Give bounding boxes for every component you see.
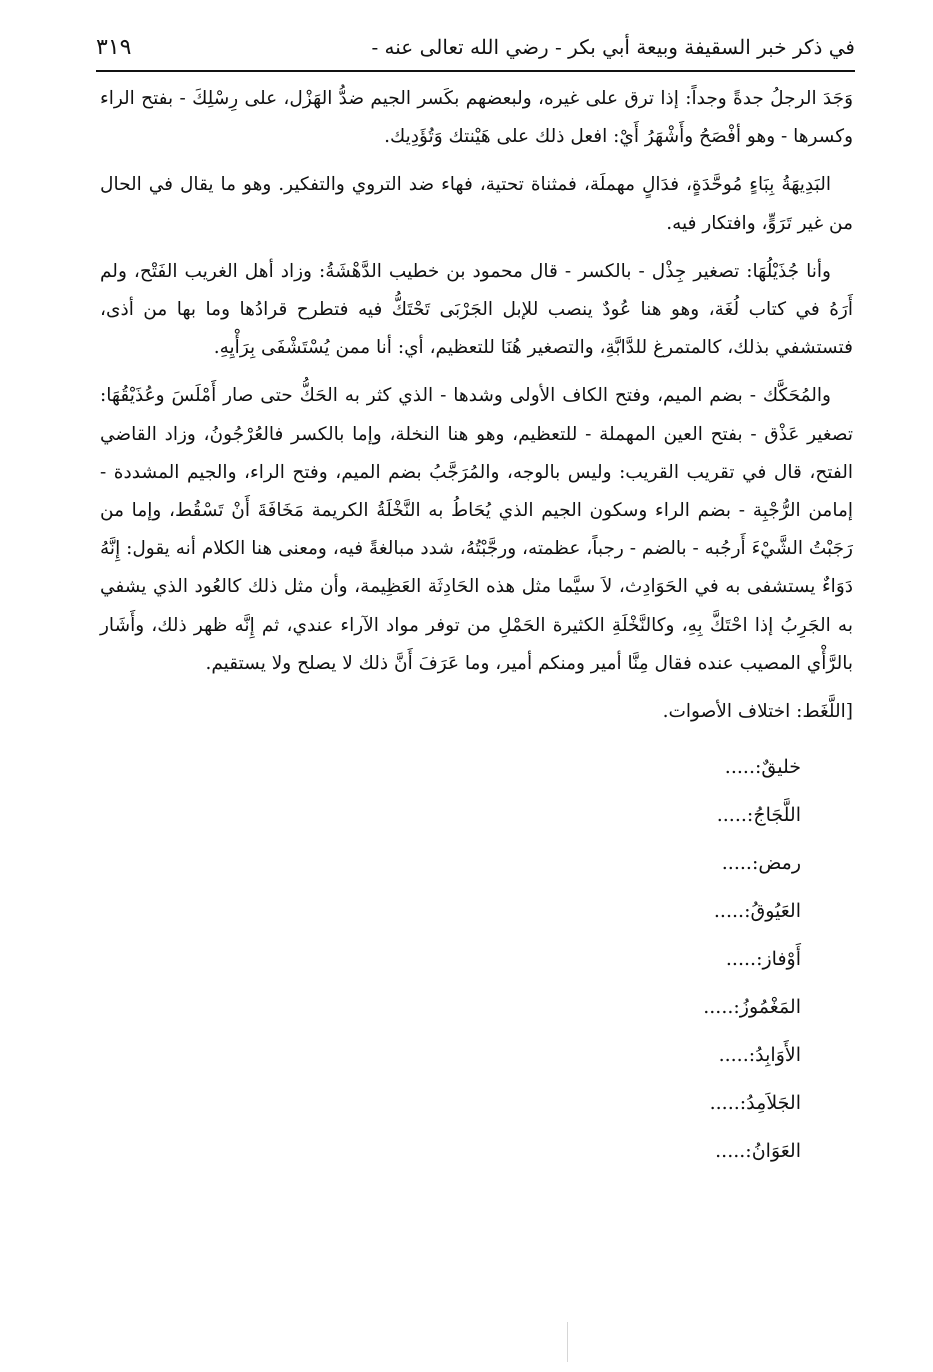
glossary-list	[100, 743, 853, 1175]
lafz-definition: [اللَّغَط: اختلاف الأصوات.	[662, 701, 853, 723]
glossary-item: خليقٌ:.....	[724, 756, 801, 779]
glossary-item: اللَّجَاجُ:.....	[716, 804, 801, 827]
page-body	[100, 80, 853, 1175]
running-header	[96, 30, 855, 64]
header-title: في ذكر خبر السقيفة وبيعة أبي بكر - رضي الله تعالى عنه -	[371, 35, 855, 59]
glossary-item: أَوْفاز:.....	[725, 948, 801, 971]
glossary-item: المَغْمُوزُ:.....	[703, 996, 801, 1019]
glossary-item: العَيُوقُ:.....	[713, 900, 801, 923]
page-number: ٣١٩	[96, 34, 132, 60]
paragraph-muhakkak: والمُحَكَّك - بضم الميم، وفتح الكاف الأولى وشدها - الذي كثر به الحَكُّ حتى صار أَمْلَسَ وعُذَيْقُهَا: تصغير عَذْق - بفتح العين المهملة - للتعظيم، وهو هنا النخلة، وإما بالكسر فالعُرْجُونُ، وزاد القاضي الفتح، قال في تقريب القريب: وليس بالوجه، والمُرَجَّبُ بضم الميم، وفتح الراء، والجيم المشددة - إمامن الرُّجْبِة - بضم الراء وسكون الجيم الذي يُحَاطُ به النَّخْلَةُ الكريمة مَخَافَةَ أَنْ تَسْقُط، وإما من رَجَبْتُ الشَّيْءَ أَرجُبه - بالضم - رجباً، عظمته، ورجَّبْتُهُ، شدد مبالغةً فيه، ومعنى هنا الكلام أنه يقول: إِنَّهُ دَوَاءٌ يستشفى به في الحَوَادِث، لاَ سيَّما مثل هذه الحَادِثَة العَظِيمة، وأن مثل ذلك كالعُود الذي يشفي به الجَرِبُ إذا احْتَكَّ بِهِ، وكالنَّخْلَةِ الكثيرة الحَمْلِ من توفر مواد الآراء عندي، ثم إِنَّه ظهر ذلك، وأَشَار بالرَّأْي المصيب عنده فقال مِنَّا أمير ومنكم أمير، وما عَرَفَ أَنَّ ذلك لا يصلح ولا يستقيم.	[100, 385, 853, 674]
glossary-item: الأَوَابِدُ:.....	[718, 1044, 801, 1067]
paragraph-wajad: وَجَدَ الرجلُ جدةً وجداً: إذا ترق على غيره، ولبعضهم بكَسر الجيم ضدُّ الهَزْل، على رِسْلِكَ - بفتح الراء وكسرها - وهو أفْصَحُ وأَشْهَرُ أَيْ: افعل ذلك على هَيْنتك وَتُؤَدِيك.	[100, 88, 853, 148]
scan-gutter-mark	[567, 1322, 568, 1362]
paragraph-judhayl: وأنا جُذَيْلُهَا: تصغير جِذْل - بالكسر - قال محمود بن خطيب الدَّهْشَةُ: وزاد أهل الغريب الفَتْح، ولم أَرَهُ في كتاب لُغَة، وهو هنا عُودٌ ينصب للإبل الجَرْبَى تَحْتَكُّ فيه فتطرح قرادُها وما بها من أذى، فتستشفي بذلك، كالمتمرغ للدَّابَّةِ، والتصغير هُنَا للتعظيم، أي: أنا ممن يُسْتَشْفَى بِرَأْيِهِ.	[100, 260, 853, 359]
paragraph-badiha: البَدِيهَةُ بِبَاءٍ مُوحَّدَةٍ، فدَالٍ مهملَة، فمثناة تحتية، فهاء ضد التروي والتفكير. وهو ما يقال في الحال من غير تَرَوٍّ، وافتكار فيه.	[100, 174, 853, 234]
glossary-item: رمض:.....	[721, 852, 801, 875]
header-divider	[96, 70, 855, 72]
glossary-item: الجَلاَمِدُ:.....	[709, 1092, 801, 1115]
glossary-item: العَوَانُ:.....	[715, 1140, 801, 1163]
